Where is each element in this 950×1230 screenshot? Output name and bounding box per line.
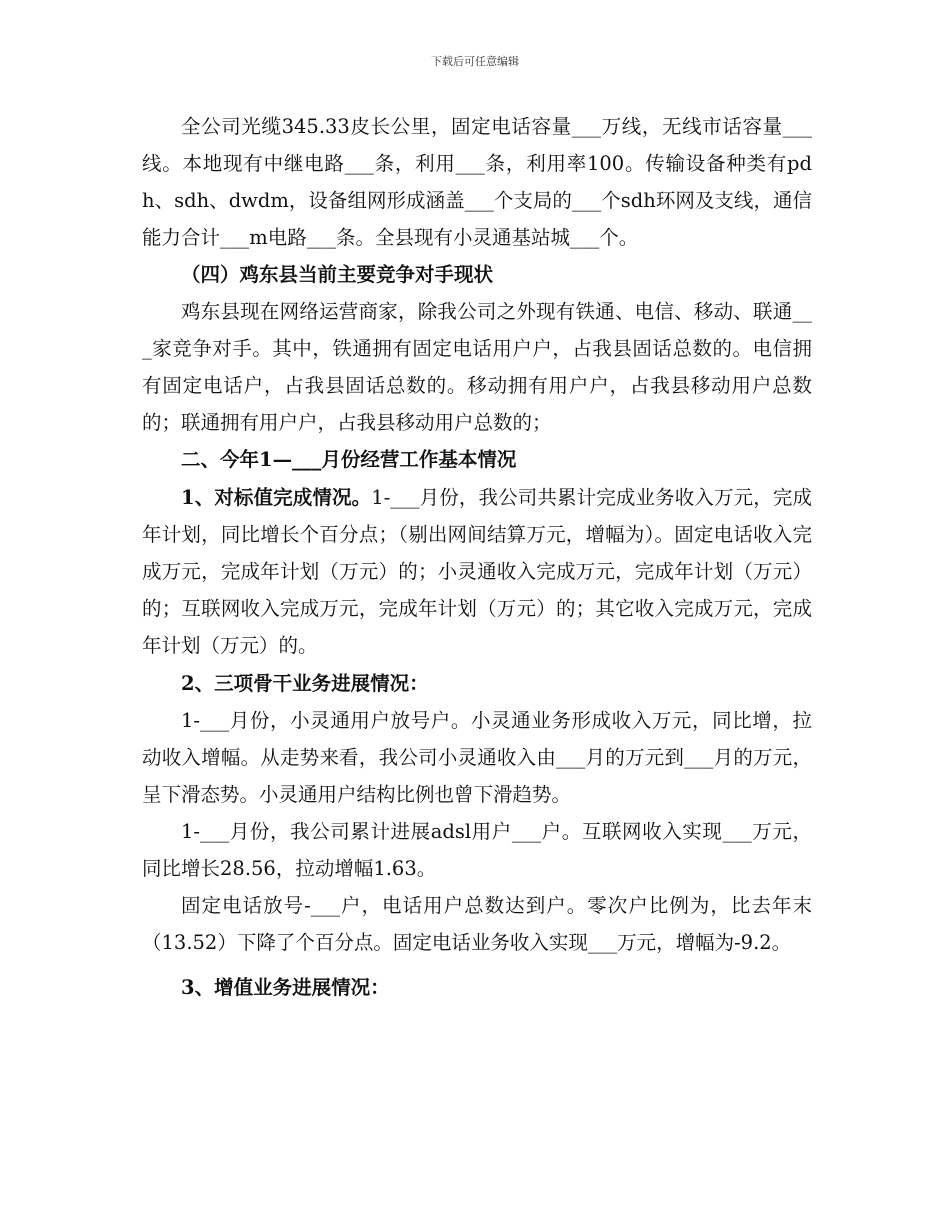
paragraph-text: 1-___月份，小灵通用户放号户。小灵通业务形成收入万元，同比增，拉动收入增幅。从走势来看，我公司小灵通收入由___月的万元到___月的万元，呈下滑态势。小灵通用户结构比例也曾下滑趋势。 [142, 709, 812, 806]
page-header: 下载后可任意编辑 [431, 55, 519, 68]
paragraph-fixed-line [142, 887, 812, 961]
paragraph-phs [142, 702, 812, 813]
section-heading-operations [142, 441, 812, 478]
inline-heading: 1、对标值完成情况。 [181, 486, 372, 509]
heading-text: 2、三项骨干业务进展情况： [181, 672, 429, 695]
paragraph-competitors [142, 293, 812, 441]
paragraph-text: 全公司光缆345.33皮长公里，固定电话容量___万线，无线市话容量___线。本地现有中继电路___条，利用___条，利用率100。传输设备种类有pdh、sdh、dwdm，设备组网形成涵盖___个支局的___个sdh环网及支线，通信能力合计___m电路___条。全县现有小灵通基站城___个。 [142, 115, 812, 249]
paragraph-network-resources [142, 108, 812, 256]
paragraph-text: 固定电话放号-___户，电话用户总数达到户。零次户比例为，比去年末（13.52）下降了个百分点。固定电话业务收入实现___万元，增幅为-9.2。 [142, 894, 812, 954]
section-heading-value-added [142, 969, 812, 1006]
paragraph-adsl [142, 813, 812, 887]
section-heading-core-business [142, 665, 812, 702]
paragraph-text: 1-___月份，我公司共累计完成业务收入万元，完成年计划，同比增长个百分点；（剔出网间结算万元，增幅为）。固定电话收入完成万元，完成年计划（万元）的；小灵通收入完成万元，完成年计划（万元）的；互联网收入完成万元，完成年计划（万元）的；其它收入完成万元，完成年计划（万元）的。 [142, 486, 812, 657]
heading-text: 二、今年1—___月份经营工作基本情况 [181, 448, 517, 471]
heading-text: （四）鸡东县当前主要竞争对手现状 [181, 263, 494, 286]
section-heading-competitors [142, 256, 812, 293]
document-body [142, 108, 812, 1006]
paragraph-text: 1-___月份，我公司累计进展adsl用户___户。互联网收入实现___万元，同比增长28.56，拉动增幅1.63。 [142, 820, 812, 880]
paragraph-benchmark [142, 479, 812, 664]
heading-text: 3、增值业务进展情况： [181, 976, 390, 999]
paragraph-text: 鸡东县现在网络运营商家，除我公司之外现有铁通、电信、移动、联通___家竞争对手。其中，铁通拥有固定电话用户户，占我县固话总数的。电信拥有固定电话户，占我县固话总数的。移动拥有用户户，占我县移动用户总数的；联通拥有用户户，占我县移动用户总数的； [142, 300, 812, 434]
